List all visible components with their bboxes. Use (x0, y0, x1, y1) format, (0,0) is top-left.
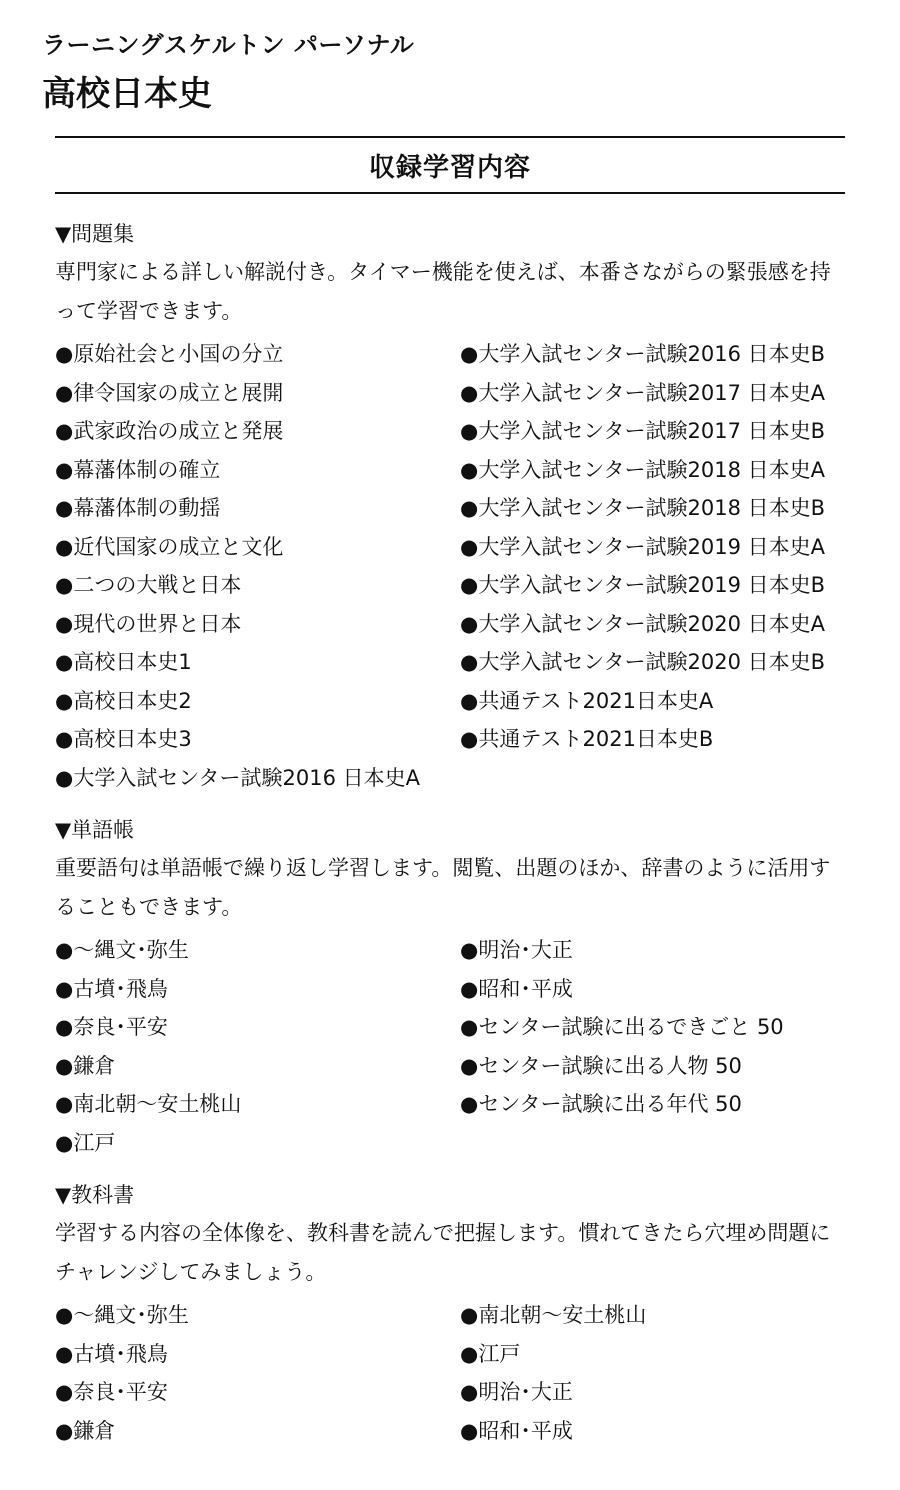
section-vocabulary (55, 811, 845, 1162)
list-item: ●古墳･飛鳥 (55, 1341, 168, 1366)
product-subtitle: ラーニングスケルトン パーソナル (42, 31, 415, 59)
list-item: ●律令国家の成立と展開 (55, 380, 284, 405)
list-item: ●大学入試センター試験2016 日本史A (55, 765, 420, 790)
section-title: ▼問題集 (55, 222, 135, 246)
contents-body (55, 215, 845, 1464)
list-item: ●センター試験に出るできごと 50 (460, 1015, 784, 1039)
list-item: ●大学入試センター試験2018 日本史A (460, 457, 825, 482)
page-header (42, 28, 414, 124)
list-item: ●大学入試センター試験2019 日本史B (460, 573, 826, 597)
list-item: ●大学入試センター試験2019 日本史A (460, 534, 825, 559)
list-item: ●原始社会と小国の分立 (55, 342, 284, 366)
list-item: ●武家政治の成立と発展 (55, 419, 284, 443)
section-textbook (55, 1176, 845, 1450)
list-item: ●共通テスト2021日本史A (460, 688, 714, 713)
list-item: ●センター試験に出る年代 50 (460, 1092, 742, 1116)
list-item: ●大学入試センター試験2017 日本史B (460, 419, 826, 443)
list-item: ●江戸 (460, 1341, 521, 1366)
section-item-grid (55, 335, 845, 797)
contents-heading: 収録学習内容 (368, 152, 531, 183)
list-item: ●～縄文･弥生 (55, 938, 189, 962)
list-item: ●大学入試センター試験2018 日本史B (460, 496, 826, 520)
section-title: ▼教科書 (55, 1183, 135, 1207)
section-item-grid (55, 1296, 845, 1450)
list-item: ●大学入試センター試験2020 日本史A (460, 611, 825, 636)
section-description: 専門家による詳しい解説付き。タイマー機能を使えば、本番さながらの緊張感を持って学習できます。 (55, 260, 831, 323)
list-item: ●センター試験に出る人物 50 (460, 1053, 742, 1078)
list-item: ●南北朝～安土桃山 (460, 1303, 647, 1327)
list-item: ●共通テスト2021日本史B (460, 727, 714, 751)
section-problem-set (55, 215, 845, 797)
list-item: ●二つの大戦と日本 (55, 573, 242, 597)
list-item: ●高校日本史3 (55, 727, 192, 751)
list-item: ●～縄文･弥生 (55, 1303, 189, 1327)
list-item: ●幕藩体制の確立 (55, 457, 221, 482)
section-title: ▼単語帳 (55, 818, 135, 842)
list-item: ●鎌倉 (55, 1418, 116, 1443)
list-item: ●南北朝～安土桃山 (55, 1092, 242, 1116)
list-item: ●幕藩体制の動揺 (55, 496, 221, 520)
list-item: ●奈良･平安 (55, 1380, 168, 1404)
list-item: ●鎌倉 (55, 1053, 116, 1078)
list-item: ●現代の世界と日本 (55, 611, 242, 636)
list-item: ●大学入試センター試験2020 日本史B (460, 650, 826, 674)
list-item: ●高校日本史2 (55, 688, 192, 713)
list-item: ●高校日本史1 (55, 650, 192, 674)
list-item: ●明治･大正 (460, 1380, 573, 1404)
page-title: 高校日本史 (42, 74, 212, 114)
list-item: ●近代国家の成立と文化 (55, 534, 284, 559)
list-item: ●大学入試センター試験2016 日本史B (460, 342, 826, 366)
list-item: ●大学入試センター試験2017 日本史A (460, 380, 825, 405)
list-item: ●昭和･平成 (460, 1418, 573, 1443)
section-item-grid (55, 931, 845, 1162)
list-item: ●古墳･飛鳥 (55, 976, 168, 1001)
section-description: 重要語句は単語帳で繰り返し学習します。閲覧、出題のほか、辞書のように活用することもできます。 (55, 856, 831, 919)
section-description: 学習する内容の全体像を、教科書を読んで把握します。慣れてきたら穴埋め問題にチャレンジしてみましょう。 (55, 1221, 831, 1284)
contents-heading-bar (55, 136, 845, 194)
list-item: ●明治･大正 (460, 938, 573, 962)
list-item: ●昭和･平成 (460, 976, 573, 1001)
list-item: ●江戸 (55, 1130, 116, 1155)
list-item: ●奈良･平安 (55, 1015, 168, 1039)
